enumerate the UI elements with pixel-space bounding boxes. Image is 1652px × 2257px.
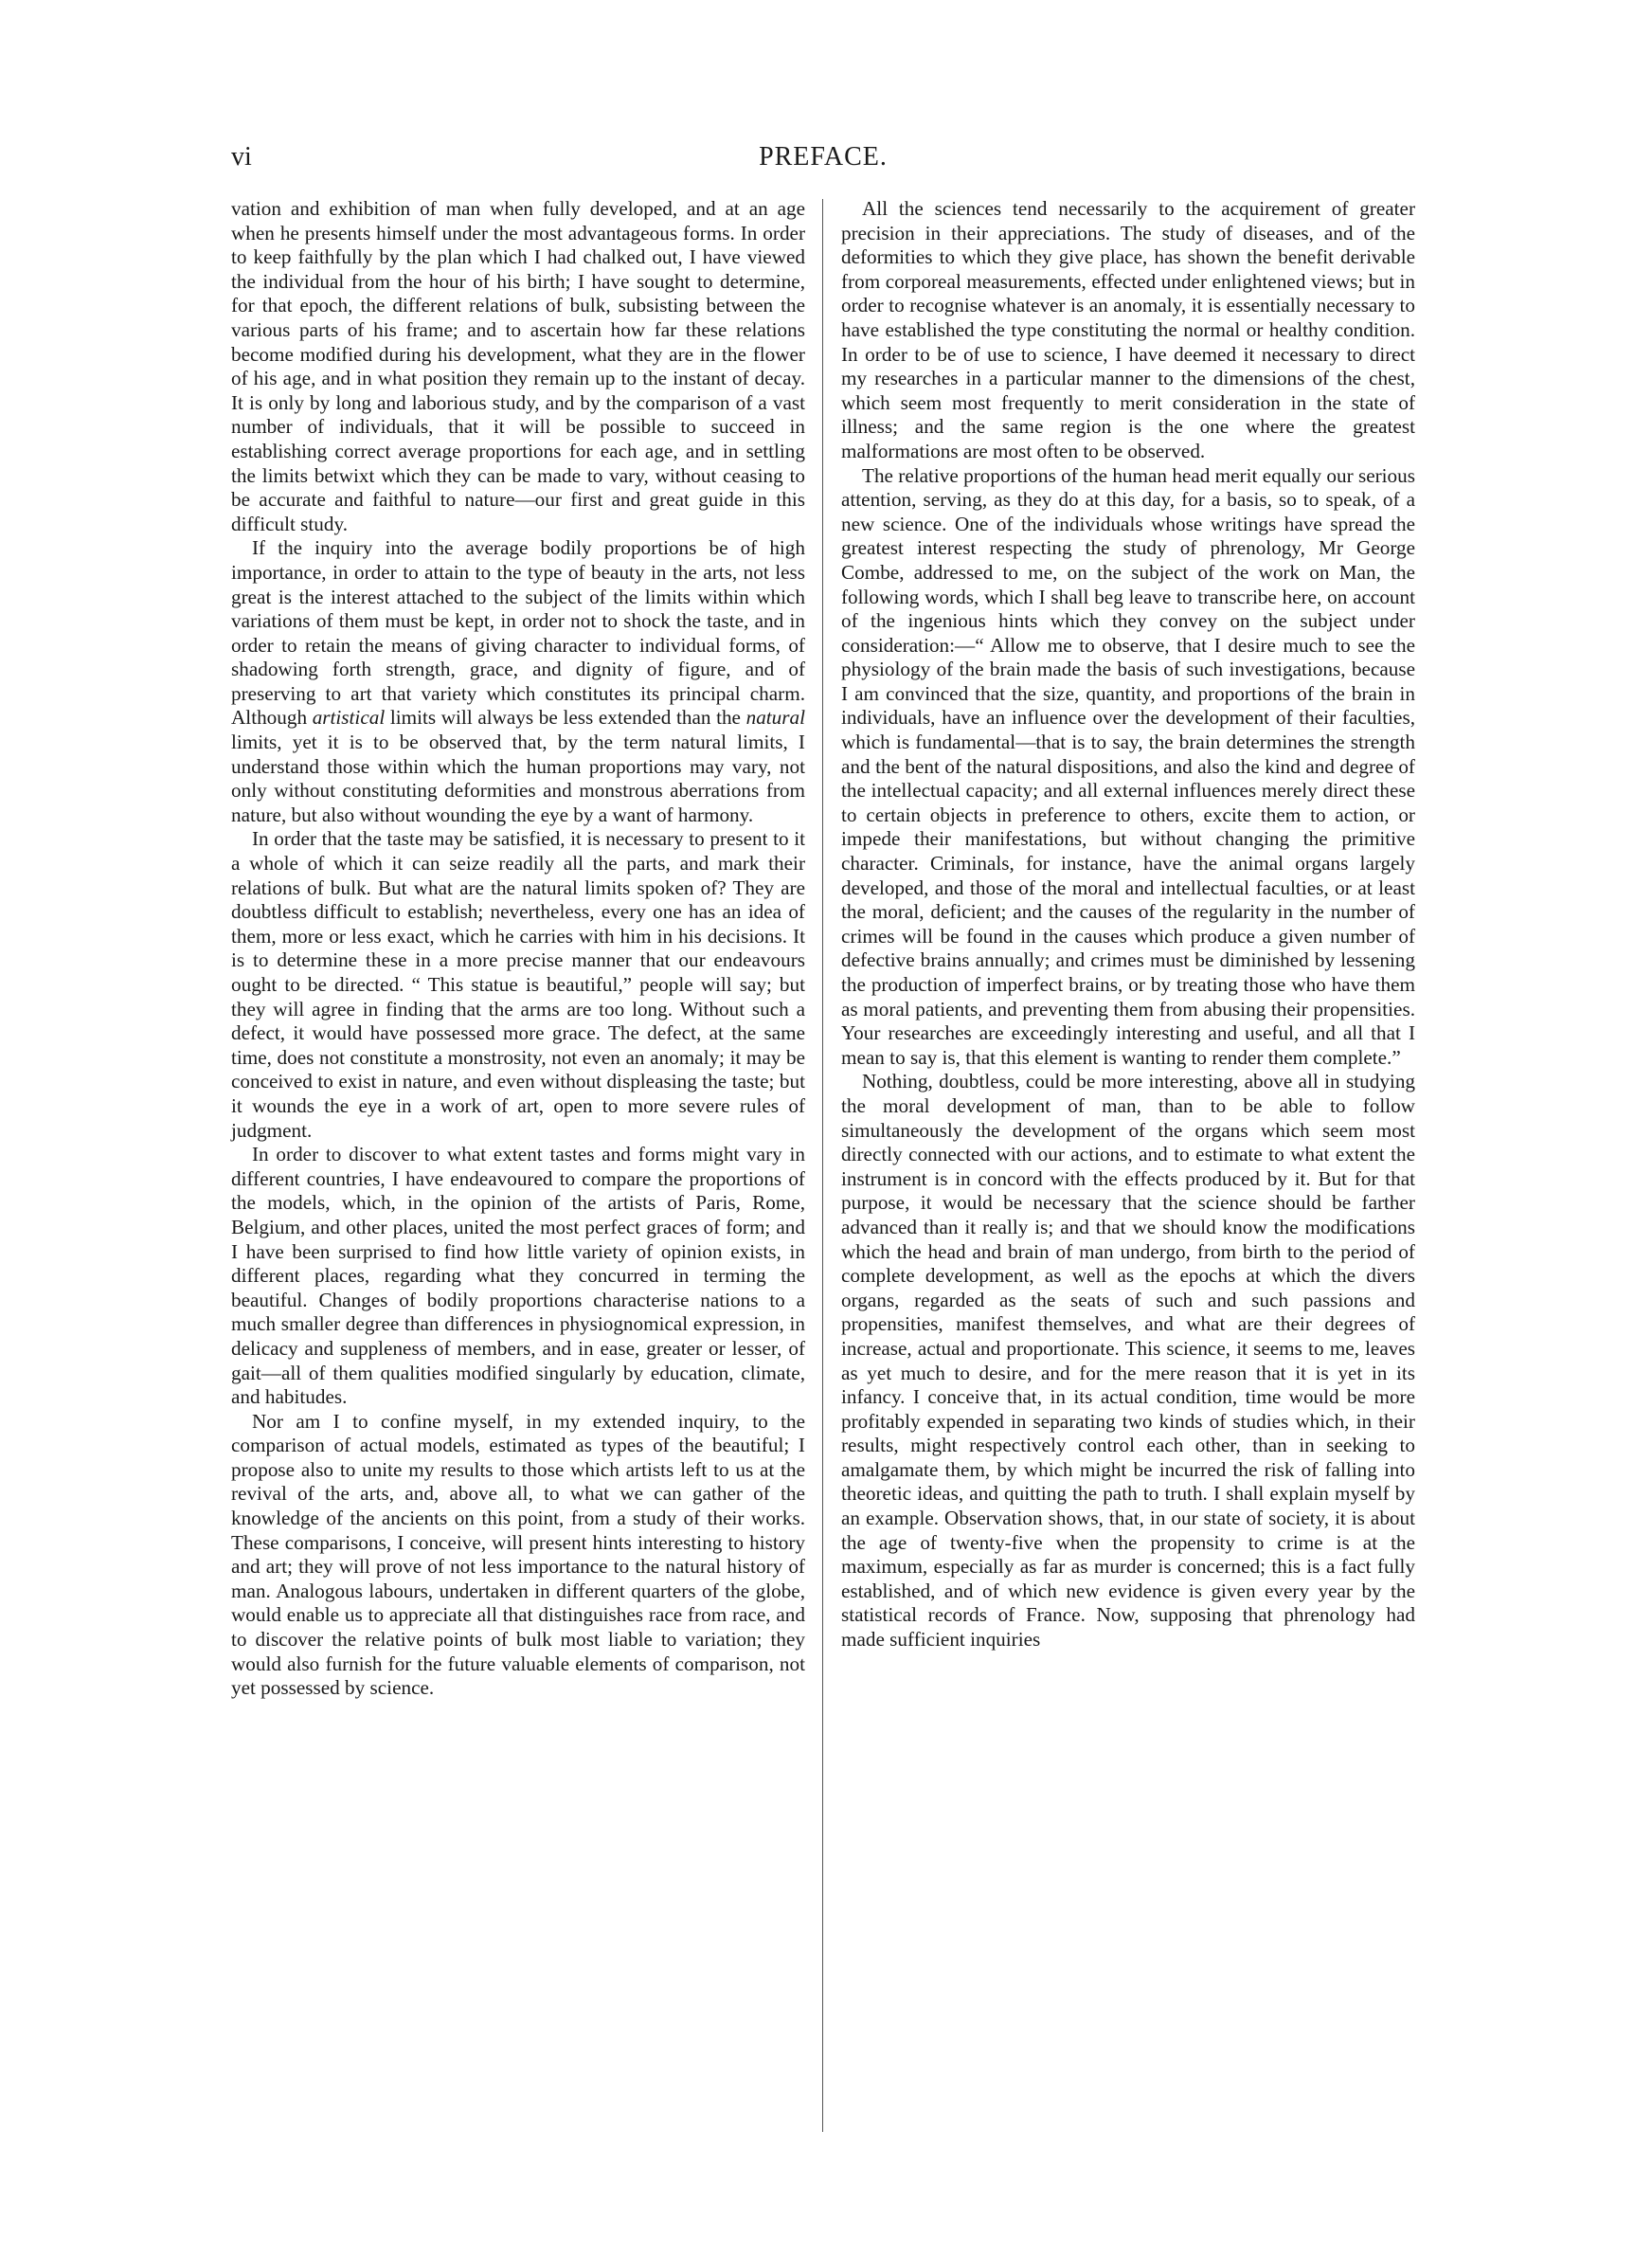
- italic-term: natural: [745, 706, 806, 730]
- text-run: limits will always be less extended than the: [385, 706, 746, 730]
- page-number: vi: [231, 142, 252, 172]
- right-column: [841, 197, 1415, 1652]
- running-head: PREFACE.: [759, 142, 888, 172]
- column-divider: [822, 199, 823, 2132]
- paragraph: [231, 536, 805, 827]
- italic-term: artistical: [312, 706, 386, 730]
- paragraph: All the sciences tend necessarily to the acquirement of greater precision in their appreciations. The study of diseases, and of the deformities to which they give place, has shown the benefit derivable from corporeal measurements, effected under enlightened views; but in order to recognise whatever is an anomaly, it is essentially necessary to have established the type constituting the normal or healthy condition. In order to be of use to science, I have deemed it necessary to direct my researches in a particular manner to the dimensions of the chest, which seem most frequently to merit consideration in the state of illness; and the same region is the one where the greatest malformations are most often to be observed.: [841, 197, 1415, 462]
- paragraph: In order that the taste may be satisfied, it is necessary to present to it a whole of which it can seize readily all the parts, and mark their relations of bulk. But what are the natural limits spoken of? They are doubtless difficult to establish; nevertheless, every one has an idea of them, more or less exact, which he carries with him in his decisions. It is to determine these in a more precise manner that our endeavours ought to be directed. “ This statue is beautiful,” people will say; but they will agree in finding that the arms are too long. Without such a defect, it would have possessed more grace. The defect, at the same time, does not constitute a monstrosity, not even an anomaly; it may be conceived to exist in nature, and even without displeasing the taste; but it wounds the eye in a work of art, open to more severe rules of judgment.: [231, 827, 805, 1142]
- paragraph: vation and exhibition of man when fully developed, and at an age when he presents himself under the most advantageous forms. In order to keep faithfully by the plan which I had chalked out, I have viewed the individual from the hour of his birth; I have sought to determine, for that epoch, the different relations of bulk, subsisting between the various parts of his frame; and to ascertain how far these relations become modified during his development, what they are in the flower of his age, and in what position they remain up to the instant of decay. It is only by long and laborious study, and by the comparison of a vast number of individuals, that it will be possible to succeed in establishing correct average proportions for each age, and in settling the limits betwixt which they can be made to vary, without ceasing to be accurate and faithful to nature—our first and great guide in this difficult study.: [231, 197, 805, 535]
- text-run: If the inquiry into the average bodily proportions be of high importance, in order to attain to the type of beauty in the arts, not less great is the interest attached to the subject of the limits within which variations of them must be kept, in order not to shock the taste, and in order to retain the means of giving character to individual forms, of shadowing forth strength, grace, and dignity of figure, and of preserving to art that variety which constitutes its principal charm. Although: [231, 536, 805, 730]
- text-run: limits, yet it is to be observed that, by the term natural limits, I understand those within which the human proportions may vary, not only without constituting deformities and monstrous aberrations from nature, but also without wounding the eye by a want of harmony.: [231, 731, 805, 826]
- paragraph: Nothing, doubtless, could be more interesting, above all in studying the moral development of man, than to be able to follow simultaneously the development of the organs which seem most directly connected with our actions, and to estimate to what extent the instrument is in concord with the effects produced by it. But for that purpose, it would be necessary that the science should be farther advanced than it really is; and that we should know the modifications which the head and brain of man undergo, from birth to the period of complete development, as well as the epochs at which the divers organs, regarded as the seats of such and such passions and propensities, manifest themselves, and what are their degrees of increase, actual and proportionate. This science, it seems to me, leaves as yet much to desire, and for the mere reason that it is yet in its infancy. I conceive that, in its actual condition, time would be more profitably expended in separating two kinds of studies which, in their results, might respectively control each other, than in seeking to amalgamate them, by which might be incurred the risk of falling into theoretic ideas, and quitting the path to truth. I shall explain myself by an example. Observation shows, that, in our state of society, it is about the age of twenty-five when the propensity to crime is at the maximum, especially as far as murder is concerned; this is a fact fully established, and of which new evidence is given every year by the statistical records of France. Now, supposing that phrenology had made sufficient inquiries: [841, 1070, 1415, 1652]
- paragraph: The relative proportions of the human head merit equally our serious attention, serving, as they do at this day, for a basis, so to speak, of a new science. One of the individuals whose writings have spread the greatest interest respecting the study of phrenology, Mr George Combe, addressed to me, on the subject of the work on Man, the following words, which I shall beg leave to transcribe here, on account of the ingenious hints which they convey on the subject under consideration:—“ Allow me to observe, that I desire much to see the physiology of the brain made the basis of such investigations, because I am convinced that the size, quantity, and proportions of the brain in individuals, have an influence over the development of their faculties, which is fundamental—that is to say, the brain determines the strength and the bent of the natural dispositions, and also the kind and degree of the intellectual capacity; and all external influences merely direct these to certain objects in preference to others, excite them to action, or impede their manifestations, but without changing the primitive character. Criminals, for instance, have the animal organs largely developed, and those of the moral and intellectual faculties, or at least the moral, deficient; and the causes of the regularity in the number of crimes will be found in the causes which produce a given number of defective brains annually; and crimes must be diminished by lessening the production of imperfect brains, or by treating those who have them as moral patients, and preventing them from abusing their propensities. Your researches are exceedingly interesting and useful, and all that I mean to say is, that this element is wanting to render them complete.”: [841, 463, 1415, 1069]
- page-header: [231, 142, 1415, 180]
- paragraph: In order to discover to what extent tastes and forms might vary in different countries, I have endeavoured to compare the proportions of the models, which, in the opinion of the artists of Paris, Rome, Belgium, and other places, united the most perfect graces of form; and I have been surprised to find how little variety of opinion exists, in different places, regarding what they concurred in terming the beautiful. Changes of bodily proportions characterise nations to a much smaller degree than differences in physiognomical expression, in delicacy and suppleness of members, and in ease, greater or lesser, of gait—all of them qualities modified singularly by education, climate, and habitudes.: [231, 1143, 805, 1409]
- paragraph: Nor am I to confine myself, in my extended inquiry, to the comparison of actual models, estimated as types of the beautiful; I propose also to unite my results to those which artists left to us at the revival of the arts, and, above all, to what we can gather of the knowledge of the ancients on this point, from a study of their works. These comparisons, I conceive, will present hints interesting to history and art; they will prove of not less importance to the natural history of man. Analogous labours, undertaken in different quarters of the globe, would enable us to appreciate all that distinguishes race from race, and to discover the relative points of bulk most liable to variation; they would also furnish for the future valuable elements of comparison, not yet possessed by science.: [231, 1409, 805, 1700]
- left-column: [231, 197, 805, 1701]
